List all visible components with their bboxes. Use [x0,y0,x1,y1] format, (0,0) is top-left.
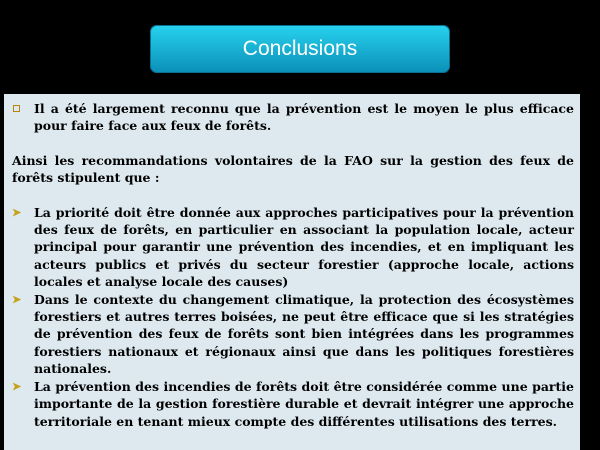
content-panel [4,94,580,450]
point-text: La priorité doit être donnée aux approches participatives pour la prévention des feux de forêts, en particulier en associant la population locale, acteur principal pour garantir une prévention des incendies, et en impliquant les acteurs publics et privés du secteur forestier (approche locale, actions locales et analyse locale des causes) [34,204,574,290]
intro-paragraph [12,100,574,135]
square-bullet-icon [12,100,34,135]
list-item [12,204,574,291]
title-box [150,25,450,73]
list-item [12,291,574,378]
arrow-bullet-icon: ➤ [12,292,22,306]
lead-text: Ainsi les recommandations volontaires de la FAO sur la gestion des feux de forêts stipulent que : [12,152,574,186]
point-text: Dans le contexte du changement climatique, la protection des écosystèmes forestiers et autres terres boisées, ne peut être efficace que si les stratégies de prévention des feux de forêts sont bien intégrées dans les programmes forestiers nationaux et régionaux ainsi que dans les politiques forestières nationales. [34,291,574,377]
intro-text: Il a été largement reconnu que la prévention est le moyen le plus efficace pour faire face aux feux de forêts. [34,101,574,134]
slide-title: Conclusions [242,37,358,60]
point-text: La prévention des incendies de forêts doit être considérée comme une partie importante de la gestion forestière durable et devrait intégrer une approche territoriale en tenant mieux compte des différentes utilisations des terres. [34,378,574,429]
arrow-bullet-icon: ➤ [12,205,22,219]
list-item [12,378,574,430]
arrow-bullet-icon: ➤ [12,379,22,393]
